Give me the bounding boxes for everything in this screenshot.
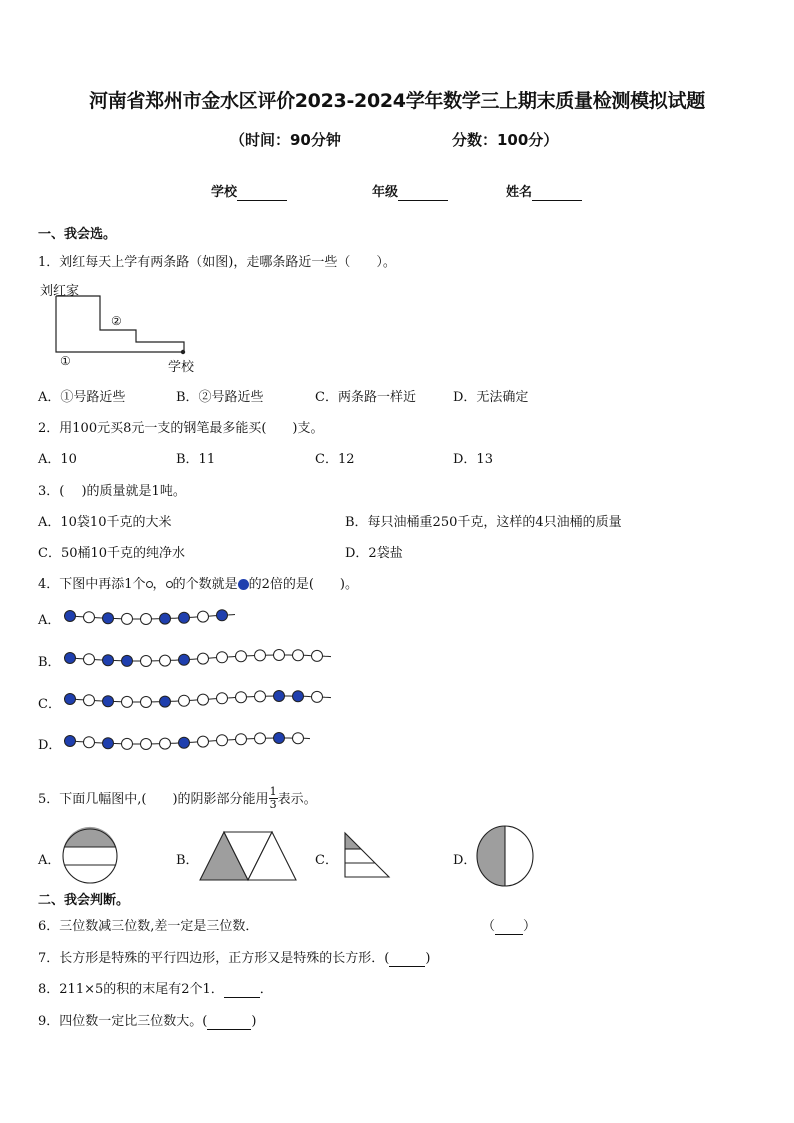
section-title-judge: 二、我会判断。 — [38, 893, 130, 908]
white-bead — [312, 691, 323, 702]
question-1-text: 1．刘红每天上学有两条路（如图)，走哪条路近一些（ ）。 — [38, 255, 396, 270]
blue-bead — [103, 738, 114, 749]
q2-option-a[interactable]: A．10 — [38, 452, 77, 467]
q3-option-d[interactable]: D．2袋盐 — [345, 546, 403, 561]
q5-fraction-numerator: 1 — [269, 785, 277, 798]
q3-option-c[interactable]: C．50桶10千克的纯净水 — [38, 546, 186, 561]
blue-bead — [103, 696, 114, 707]
white-bead — [236, 692, 247, 703]
question-6-text: 6．三位数减三位数,差一定是三位数． — [38, 919, 259, 934]
white-bead — [84, 695, 95, 706]
white-bead — [217, 693, 228, 704]
white-bead — [293, 733, 304, 744]
blue-bead — [274, 691, 285, 702]
q1-option-b[interactable]: B．②号路近些 — [176, 390, 264, 405]
school-label: 学校 — [211, 185, 238, 200]
blue-bead — [160, 613, 171, 624]
question-5-text — [38, 787, 317, 812]
q9-text: 9．四位数一定比三位数大。( — [38, 1014, 208, 1029]
white-bead — [141, 697, 152, 708]
white-bead — [122, 738, 133, 749]
exam-time: （时间：90分钟 — [230, 131, 341, 149]
q5-option-d-label[interactable]: D． — [453, 853, 477, 868]
question-2-text: 2．用100元买8元一支的钢笔最多能买( )支。 — [38, 421, 324, 436]
q6-paren-close: ） — [523, 919, 537, 934]
white-bead — [198, 611, 209, 622]
blue-bead — [179, 612, 190, 623]
white-bead — [179, 695, 190, 706]
white-bead — [255, 691, 266, 702]
q5-option-a-label[interactable]: A． — [38, 853, 61, 868]
blue-bead — [103, 655, 114, 666]
blue-bead — [122, 655, 133, 666]
q4-text-end: 的2倍的是( )。 — [248, 577, 358, 592]
q1-option-c[interactable]: C．两条路一样近 — [315, 390, 416, 405]
q9-paren-close: ) — [251, 1014, 257, 1029]
blue-bead — [217, 610, 228, 621]
white-bead — [217, 735, 228, 746]
white-bead — [236, 651, 247, 662]
q6-answer-field[interactable] — [482, 915, 536, 935]
white-bead — [84, 612, 95, 623]
blue-bead — [160, 696, 171, 707]
grade-label: 年级 — [372, 185, 399, 200]
q4-text-before: 4．下图中再添1个 — [38, 577, 146, 592]
q1-route1-label: ① — [60, 354, 71, 368]
white-bead — [255, 650, 266, 661]
blue-bead — [274, 733, 285, 744]
white-bead — [293, 650, 304, 661]
q2-option-d[interactable]: D．13 — [453, 452, 493, 467]
q3-option-a[interactable]: A．10袋10千克的大米 — [38, 515, 172, 530]
white-bead — [122, 696, 133, 707]
white-bead — [255, 733, 266, 744]
q5-option-b-label[interactable]: B． — [176, 853, 199, 868]
q7-text: 7．长方形是特殊的平行四边形，正方形又是特殊的长方形．( — [38, 951, 390, 966]
question-3-text: 3．( )的质量就是1吨。 — [38, 484, 186, 499]
white-bead — [217, 652, 228, 663]
white-bead — [141, 656, 152, 667]
exam-score: 分数：100分） — [452, 131, 559, 149]
white-bead — [141, 614, 152, 625]
q6-answer-blank[interactable] — [495, 919, 523, 935]
blue-bead — [179, 654, 190, 665]
q4-text-after: 的个数就是 — [172, 577, 238, 592]
white-bead — [198, 736, 209, 747]
q5-text-before: 5．下面几幅图中,( )的阴影部分能用 — [38, 792, 269, 807]
blue-bead — [65, 694, 76, 705]
blue-bead — [293, 691, 304, 702]
question-8-text — [38, 978, 273, 998]
q4-option-a-label[interactable]: A． — [38, 613, 61, 628]
q6-paren-open: （ — [482, 919, 496, 934]
q7-paren-close: ) — [425, 951, 431, 966]
q8-answer-blank[interactable] — [224, 982, 260, 998]
blue-bead — [65, 611, 76, 622]
white-bead — [84, 737, 95, 748]
white-bead — [122, 613, 133, 624]
q3-option-b[interactable]: B．每只油桶重250千克，这样的4只油桶的质量 — [345, 515, 622, 530]
white-bead — [160, 738, 171, 749]
white-bead — [312, 650, 323, 661]
q2-option-b[interactable]: B．11 — [176, 452, 216, 467]
white-bead — [84, 654, 95, 665]
q7-answer-blank[interactable] — [389, 951, 425, 967]
question-9-text — [38, 1010, 256, 1030]
q5-option-c-label[interactable]: C． — [315, 853, 338, 868]
blue-bead — [103, 613, 114, 624]
q1-option-a[interactable]: A．①号路近些 — [38, 390, 126, 405]
q1-home-label: 刘红家 — [40, 284, 80, 299]
q4-text-middle: ， — [152, 577, 166, 592]
blue-bead — [65, 653, 76, 664]
q2-option-c[interactable]: C．12 — [315, 452, 355, 467]
q5-fraction — [269, 786, 278, 811]
name-label: 姓名 — [506, 185, 533, 200]
q4-option-d-label[interactable]: D． — [38, 738, 62, 753]
white-bead — [160, 655, 171, 666]
q8-text: 8．211×5的积的末尾有2个1． — [38, 982, 224, 997]
q1-option-d[interactable]: D．无法确定 — [453, 390, 529, 405]
blue-bead — [179, 737, 190, 748]
white-bead — [198, 694, 209, 705]
q4-option-c-label[interactable]: C． — [38, 697, 61, 712]
white-bead — [236, 734, 247, 745]
q9-answer-blank[interactable] — [207, 1014, 251, 1030]
question-7-text — [38, 947, 430, 967]
blue-bead — [65, 736, 76, 747]
q1-route2-label: ② — [111, 314, 122, 328]
section-title-choice: 一、我会选。 — [38, 227, 117, 242]
q5-text-after: 表示。 — [277, 792, 317, 807]
white-bead — [274, 650, 285, 661]
page-title: 河南省郑州市金水区评价2023-2024学年数学三上期末质量检测模拟试题 — [89, 90, 705, 112]
white-bead — [198, 653, 209, 664]
q4-option-b-label[interactable]: B． — [38, 655, 61, 670]
white-bead — [141, 739, 152, 750]
q8-end: ． — [259, 982, 273, 997]
q5-fraction-denominator: 3 — [269, 798, 277, 811]
q1-school-label: 学校 — [168, 360, 195, 375]
